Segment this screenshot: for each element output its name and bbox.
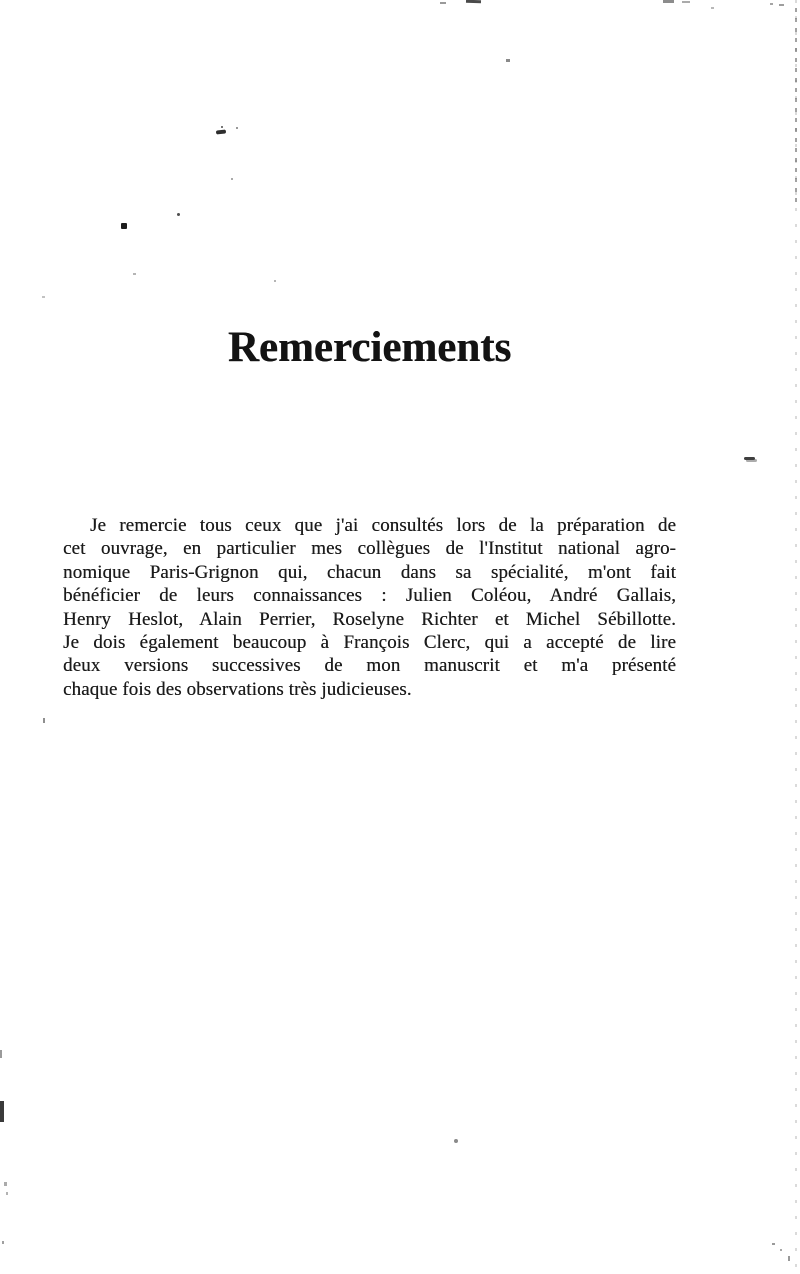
scan-bold-dot [121,223,127,229]
scan-dot [177,213,180,216]
scan-tick [43,718,45,723]
scan-speck [779,4,784,6]
scan-dot [454,1139,458,1143]
paragraph-line: chaque fois des observations très judicieuses. [63,678,412,700]
scan-dash-mark [216,129,226,134]
scan-speck [772,1243,775,1245]
paragraph-line: Je dois également beaucoup à François Clerc, qui a accepté de lire [63,632,676,654]
scan-speck [2,1241,4,1244]
scan-speck [274,280,276,282]
scan-speck [780,1249,782,1251]
scan-speck [506,59,510,62]
paragraph-line: deux versions successives de mon manuscrit et m'a présenté [63,655,676,677]
paragraph-line: Je remercie tous ceux que j'ai consultés lors de la préparation de [90,515,676,536]
scan-speck [236,127,238,129]
page-title: Remerciements [227,324,512,371]
scan-speck [682,1,690,3]
acknowledgements-paragraph [63,514,676,701]
paragraph-line: cet ouvrage, en particulier mes collègues de l'Institut national agro- [63,538,676,560]
scan-speck [663,0,674,3]
scan-speck [6,1192,8,1195]
scan-speck [440,2,446,4]
scan-speck [231,178,233,180]
scan-speck [466,0,481,3]
paragraph-line: bénéficier de leurs connaissances : Julien Coléou, André Gallais, [63,585,676,607]
scan-speck [221,126,223,128]
scan-speck [133,273,136,275]
scan-tilde-mark [744,457,755,460]
scan-speck [770,3,773,5]
scan-speck [42,296,45,298]
scan-edge-dashed-line-top [795,8,797,203]
scan-speck [4,1182,7,1186]
scan-edge-mark [0,1101,4,1122]
scan-speck [711,7,714,9]
paragraph-line: Henry Heslot, Alain Perrier, Roselyne Richter et Michel Sébillotte. [63,608,676,630]
scan-speck [788,1256,790,1261]
paragraph-line: nomique Paris-Grignon qui, chacun dans sa spécialité, m'ont fait [63,561,676,583]
scan-speck [0,1050,2,1058]
